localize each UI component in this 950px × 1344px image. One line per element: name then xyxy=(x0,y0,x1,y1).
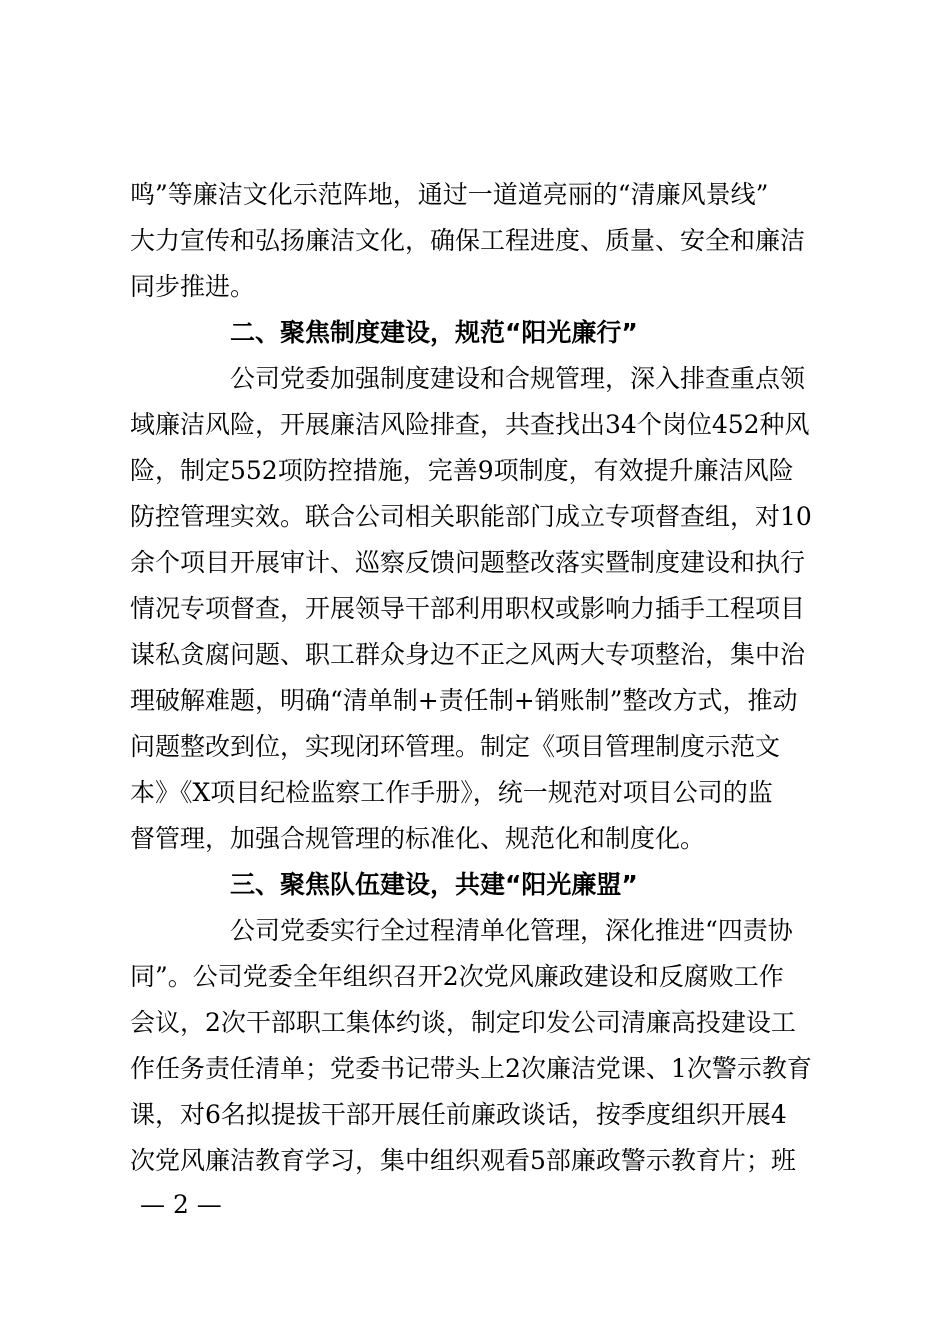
paragraph-line: 鸣”等廉洁文化示范阵地，通过一道道亮丽的“清廉风景线” xyxy=(130,180,769,209)
paragraph-line: 会议，2次干部职工集体约谈，制定印发公司清廉高投建设工 xyxy=(130,1008,796,1037)
paragraph-line: 域廉洁风险，开展廉洁风险排查，共查找出34个岗位452种风 xyxy=(130,410,810,439)
paragraph-line: 公司党委实行全过程清单化管理，深化推进“四责协 xyxy=(230,916,793,945)
paragraph-line: 本》《X项目纪检监察工作手册》，统一规范对项目公司的监 xyxy=(130,778,773,807)
paragraph-line: 同步推进。 xyxy=(130,272,256,301)
section-heading: 三、聚焦队伍建设，共建“阳光廉盟” xyxy=(230,870,638,899)
page-number: — 2 — xyxy=(140,1190,222,1219)
paragraph-line: 督管理，加强合规管理的标准化、规范化和制度化。 xyxy=(130,824,706,853)
paragraph-line: 情况专项督查，开展领导干部利用职权或影响力插手工程项目 xyxy=(130,594,806,623)
paragraph-line: 险，制定552项防控措施，完善9项制度，有效提升廉洁风险 xyxy=(130,456,794,485)
paragraph-line: 谋私贪腐问题、职工群众身边不正之风两大专项整治，集中治 xyxy=(130,640,806,669)
paragraph-line: 次党风廉洁教育学习，集中组织观看5部廉政警示教育片；班 xyxy=(130,1146,796,1175)
paragraph-line: 防控管理实效。联合公司相关职能部门成立专项督查组，对10 xyxy=(130,502,812,531)
paragraph-line: 公司党委加强制度建设和合规管理，深入排查重点领 xyxy=(230,364,806,393)
paragraph-line: 作任务责任清单；党委书记带头上2次廉洁党课、1次警示教育 xyxy=(130,1054,812,1083)
paragraph-line: 同”。公司党委全年组织召开2次党风廉政建设和反腐败工作 xyxy=(130,962,784,991)
paragraph-line: 理破解难题，明确“清单制+责任制+销账制”整改方式，推动 xyxy=(130,686,798,715)
section-heading: 二、聚焦制度建设，规范“阳光廉行” xyxy=(230,318,638,347)
paragraph-line: 余个项目开展审计、巡察反馈问题整改落实暨制度建设和执行 xyxy=(130,548,806,577)
paragraph-line: 大力宣传和弘扬廉洁文化，确保工程进度、质量、安全和廉洁 xyxy=(130,226,806,255)
paragraph-line: 课，对6名拟提拔干部开展任前廉政谈话，按季度组织开展4 xyxy=(130,1100,787,1129)
paragraph-line: 问题整改到位，实现闭环管理。制定《项目管理制度示范文 xyxy=(130,732,781,761)
